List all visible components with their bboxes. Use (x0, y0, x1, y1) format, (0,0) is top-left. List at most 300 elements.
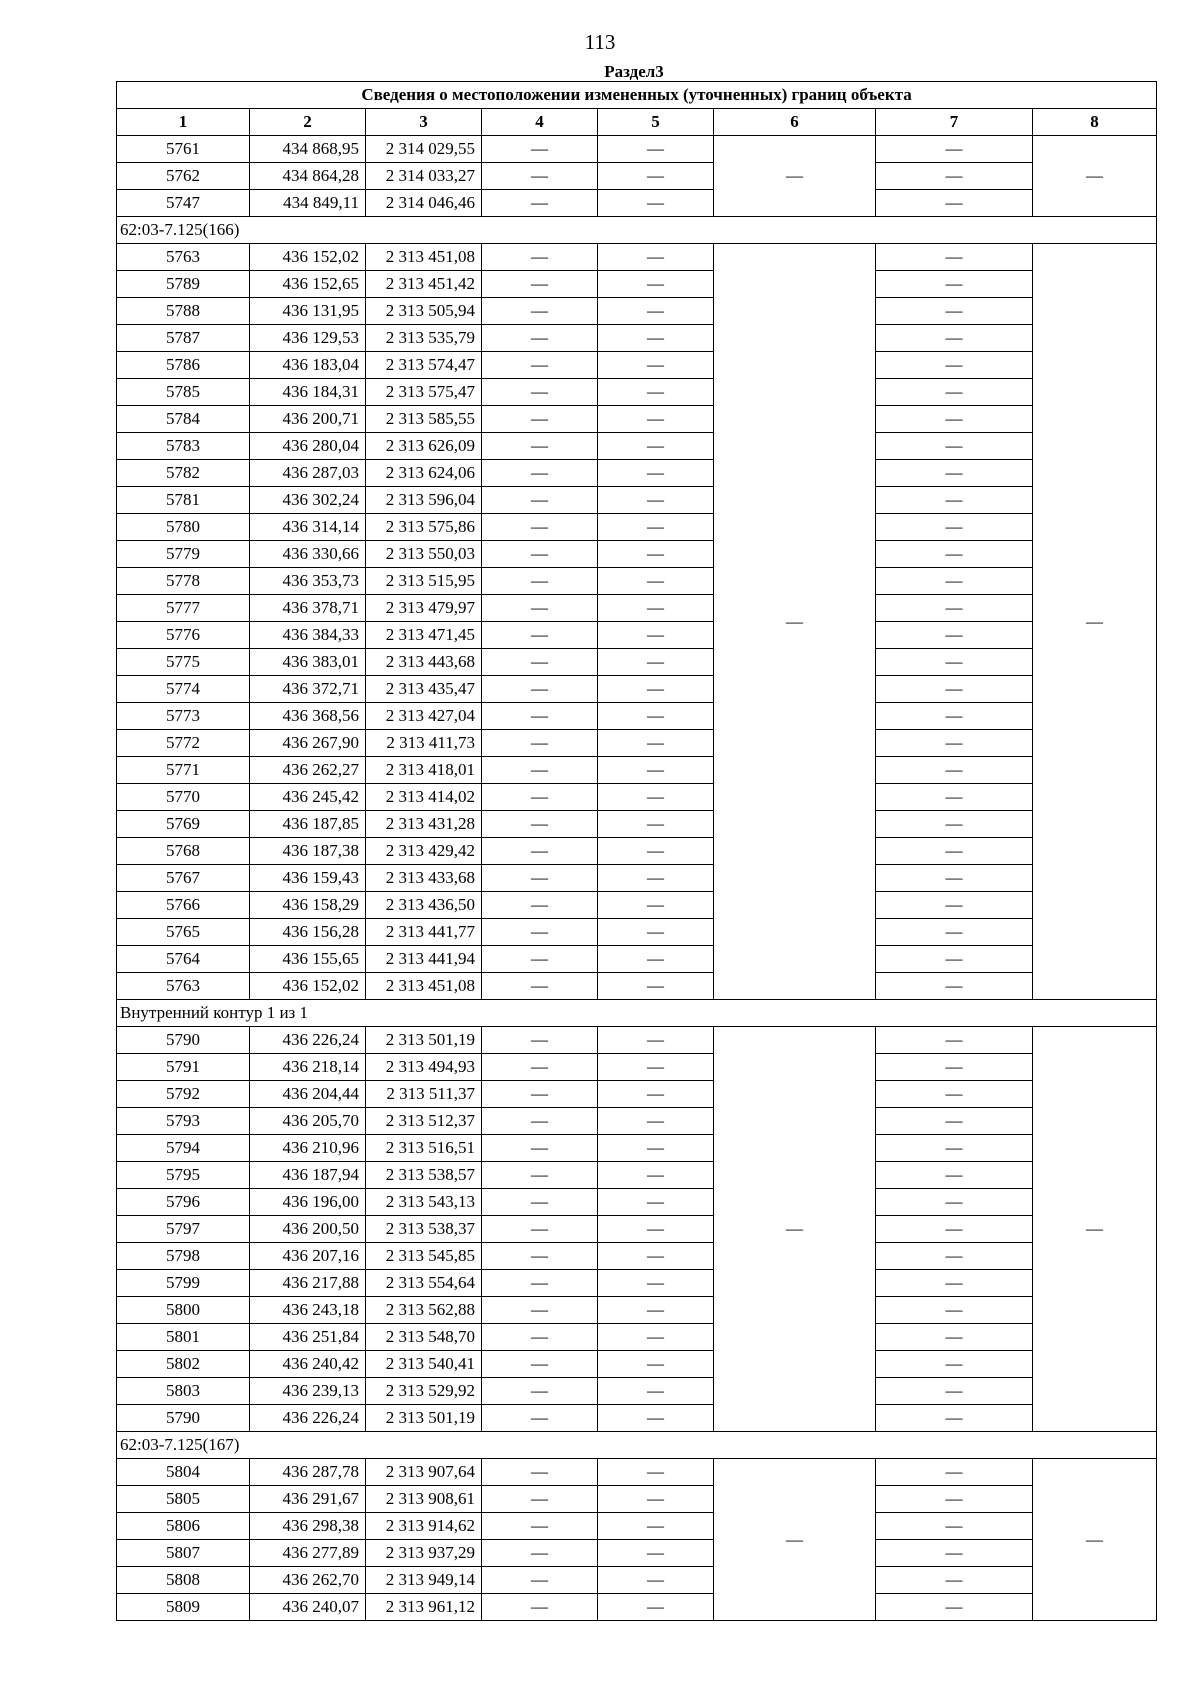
point-number-cell: 5771 (117, 757, 250, 784)
table-row (117, 1459, 1157, 1486)
col4-cell: — (482, 190, 598, 217)
column-number: 5 (598, 109, 714, 136)
table-row (117, 271, 1157, 298)
col5-cell: — (598, 1243, 714, 1270)
y-coordinate-cell: 2 313 574,47 (366, 352, 482, 379)
y-coordinate-cell: 2 313 585,55 (366, 406, 482, 433)
point-number-cell: 5783 (117, 433, 250, 460)
col4-cell: — (482, 1540, 598, 1567)
point-number-cell: 5777 (117, 595, 250, 622)
table-row (117, 622, 1157, 649)
col5-cell: — (598, 757, 714, 784)
col7-cell: — (876, 568, 1033, 595)
col5-cell: — (598, 1513, 714, 1540)
col5-cell: — (598, 190, 714, 217)
x-coordinate-cell: 436 372,71 (250, 676, 366, 703)
col7-cell: — (876, 1243, 1033, 1270)
y-coordinate-cell: 2 313 535,79 (366, 325, 482, 352)
col5-cell: — (598, 1351, 714, 1378)
point-number-cell: 5805 (117, 1486, 250, 1513)
col7-cell: — (876, 1108, 1033, 1135)
column-number: 3 (366, 109, 482, 136)
column-number: 6 (714, 109, 876, 136)
table-row (117, 433, 1157, 460)
col7-cell: — (876, 1162, 1033, 1189)
table-row (117, 1351, 1157, 1378)
col5-cell: — (598, 271, 714, 298)
table-row (117, 703, 1157, 730)
col4-cell: — (482, 838, 598, 865)
x-coordinate-cell: 436 218,14 (250, 1054, 366, 1081)
column-number: 2 (250, 109, 366, 136)
y-coordinate-cell: 2 313 908,61 (366, 1486, 482, 1513)
col7-cell: — (876, 244, 1033, 271)
col4-cell: — (482, 1189, 598, 1216)
table-row (117, 163, 1157, 190)
col5-cell: — (598, 946, 714, 973)
y-coordinate-cell: 2 314 033,27 (366, 163, 482, 190)
x-coordinate-cell: 436 240,42 (250, 1351, 366, 1378)
table-row (117, 568, 1157, 595)
x-coordinate-cell: 436 330,66 (250, 541, 366, 568)
y-coordinate-cell: 2 313 441,94 (366, 946, 482, 973)
point-number-cell: 5775 (117, 649, 250, 676)
point-number-cell: 5799 (117, 1270, 250, 1297)
x-coordinate-cell: 436 156,28 (250, 919, 366, 946)
col4-cell: — (482, 298, 598, 325)
table-row (117, 1513, 1157, 1540)
col4-cell: — (482, 514, 598, 541)
table-row (117, 892, 1157, 919)
col6-merged-cell: — (714, 136, 876, 217)
col4-cell: — (482, 892, 598, 919)
y-coordinate-cell: 2 313 441,77 (366, 919, 482, 946)
x-coordinate-cell: 436 217,88 (250, 1270, 366, 1297)
col4-cell: — (482, 1270, 598, 1297)
y-coordinate-cell: 2 313 543,13 (366, 1189, 482, 1216)
y-coordinate-cell: 2 313 511,37 (366, 1081, 482, 1108)
table-row (117, 865, 1157, 892)
point-number-cell: 5765 (117, 919, 250, 946)
col5-cell: — (598, 379, 714, 406)
col5-cell: — (598, 487, 714, 514)
point-number-cell: 5747 (117, 190, 250, 217)
point-number-cell: 5772 (117, 730, 250, 757)
col5-cell: — (598, 649, 714, 676)
table-row (117, 1567, 1157, 1594)
y-coordinate-cell: 2 313 435,47 (366, 676, 482, 703)
column-number: 7 (876, 109, 1033, 136)
point-number-cell: 5786 (117, 352, 250, 379)
col5-cell: — (598, 1108, 714, 1135)
table-row (117, 595, 1157, 622)
col7-cell: — (876, 1297, 1033, 1324)
y-coordinate-cell: 2 313 907,64 (366, 1459, 482, 1486)
col7-cell: — (876, 352, 1033, 379)
point-number-cell: 5764 (117, 946, 250, 973)
point-number-cell: 5794 (117, 1135, 250, 1162)
x-coordinate-cell: 436 200,50 (250, 1216, 366, 1243)
y-coordinate-cell: 2 313 596,04 (366, 487, 482, 514)
y-coordinate-cell: 2 313 414,02 (366, 784, 482, 811)
y-coordinate-cell: 2 313 949,14 (366, 1567, 482, 1594)
y-coordinate-cell: 2 313 451,08 (366, 973, 482, 1000)
col6-merged-cell: — (714, 1027, 876, 1432)
col4-cell: — (482, 244, 598, 271)
col7-cell: — (876, 163, 1033, 190)
point-number-cell: 5776 (117, 622, 250, 649)
col5-cell: — (598, 1486, 714, 1513)
x-coordinate-cell: 434 864,28 (250, 163, 366, 190)
x-coordinate-cell: 436 378,71 (250, 595, 366, 622)
point-number-cell: 5781 (117, 487, 250, 514)
table-row (117, 838, 1157, 865)
col5-cell: — (598, 1405, 714, 1432)
x-coordinate-cell: 436 210,96 (250, 1135, 366, 1162)
col8-merged-cell: — (1033, 244, 1157, 1000)
col5-cell: — (598, 1567, 714, 1594)
group-header-row (117, 217, 1157, 244)
col5-cell: — (598, 163, 714, 190)
col4-cell: — (482, 487, 598, 514)
col8-merged-cell: — (1033, 1027, 1157, 1432)
col7-cell: — (876, 1189, 1033, 1216)
table-row (117, 298, 1157, 325)
col5-cell: — (598, 865, 714, 892)
y-coordinate-cell: 2 313 433,68 (366, 865, 482, 892)
col4-cell: — (482, 1081, 598, 1108)
point-number-cell: 5790 (117, 1405, 250, 1432)
x-coordinate-cell: 436 280,04 (250, 433, 366, 460)
page-number: 113 (584, 30, 616, 54)
y-coordinate-cell: 2 313 494,93 (366, 1054, 482, 1081)
x-coordinate-cell: 436 187,85 (250, 811, 366, 838)
col7-cell: — (876, 271, 1033, 298)
column-number: 8 (1033, 109, 1157, 136)
x-coordinate-cell: 436 226,24 (250, 1405, 366, 1432)
col4-cell: — (482, 1054, 598, 1081)
table-row (117, 811, 1157, 838)
table-body (117, 136, 1157, 1621)
y-coordinate-cell: 2 313 626,09 (366, 433, 482, 460)
y-coordinate-cell: 2 313 471,45 (366, 622, 482, 649)
col7-cell: — (876, 730, 1033, 757)
col4-cell: — (482, 1162, 598, 1189)
col4-cell: — (482, 1378, 598, 1405)
y-coordinate-cell: 2 313 540,41 (366, 1351, 482, 1378)
col4-cell: — (482, 379, 598, 406)
x-coordinate-cell: 436 267,90 (250, 730, 366, 757)
table-row (117, 190, 1157, 217)
point-number-cell: 5809 (117, 1594, 250, 1621)
col5-cell: — (598, 1135, 714, 1162)
y-coordinate-cell: 2 314 046,46 (366, 190, 482, 217)
y-coordinate-cell: 2 313 451,42 (366, 271, 482, 298)
col5-cell: — (598, 919, 714, 946)
col7-cell: — (876, 1594, 1033, 1621)
col7-cell: — (876, 1540, 1033, 1567)
y-coordinate-cell: 2 313 575,47 (366, 379, 482, 406)
point-number-cell: 5762 (117, 163, 250, 190)
point-number-cell: 5795 (117, 1162, 250, 1189)
col5-cell: — (598, 541, 714, 568)
x-coordinate-cell: 436 262,27 (250, 757, 366, 784)
x-coordinate-cell: 436 287,03 (250, 460, 366, 487)
table-row (117, 946, 1157, 973)
point-number-cell: 5785 (117, 379, 250, 406)
col4-cell: — (482, 1027, 598, 1054)
point-number-cell: 5807 (117, 1540, 250, 1567)
col7-cell: — (876, 1405, 1033, 1432)
point-number-cell: 5782 (117, 460, 250, 487)
col6-merged-cell: — (714, 1459, 876, 1621)
col7-cell: — (876, 1351, 1033, 1378)
col5-cell: — (598, 784, 714, 811)
col5-cell: — (598, 811, 714, 838)
table-row (117, 730, 1157, 757)
col7-cell: — (876, 703, 1033, 730)
section-title: Раздел3 (604, 62, 664, 81)
x-coordinate-cell: 436 155,65 (250, 946, 366, 973)
table-row (117, 1270, 1157, 1297)
col7-cell: — (876, 892, 1033, 919)
x-coordinate-cell: 436 183,04 (250, 352, 366, 379)
col4-cell: — (482, 649, 598, 676)
table-row (117, 1297, 1157, 1324)
point-number-cell: 5784 (117, 406, 250, 433)
point-number-cell: 5768 (117, 838, 250, 865)
y-coordinate-cell: 2 313 505,94 (366, 298, 482, 325)
point-number-cell: 5773 (117, 703, 250, 730)
col7-cell: — (876, 136, 1033, 163)
col5-cell: — (598, 1027, 714, 1054)
col4-cell: — (482, 325, 598, 352)
col7-cell: — (876, 649, 1033, 676)
x-coordinate-cell: 436 240,07 (250, 1594, 366, 1621)
point-number-cell: 5793 (117, 1108, 250, 1135)
col7-cell: — (876, 595, 1033, 622)
table-row (117, 919, 1157, 946)
y-coordinate-cell: 2 313 443,68 (366, 649, 482, 676)
col4-cell: — (482, 541, 598, 568)
col4-cell: — (482, 1135, 598, 1162)
col4-cell: — (482, 163, 598, 190)
col4-cell: — (482, 1405, 598, 1432)
col4-cell: — (482, 1594, 598, 1621)
col4-cell: — (482, 136, 598, 163)
point-number-cell: 5806 (117, 1513, 250, 1540)
column-number: 1 (117, 109, 250, 136)
point-number-cell: 5767 (117, 865, 250, 892)
table-row (117, 649, 1157, 676)
table-row (117, 1405, 1157, 1432)
col4-cell: — (482, 1324, 598, 1351)
col4-cell: — (482, 973, 598, 1000)
col5-cell: — (598, 730, 714, 757)
point-number-cell: 5789 (117, 271, 250, 298)
col7-cell: — (876, 622, 1033, 649)
x-coordinate-cell: 436 277,89 (250, 1540, 366, 1567)
col4-cell: — (482, 622, 598, 649)
point-number-cell: 5766 (117, 892, 250, 919)
col5-cell: — (598, 703, 714, 730)
y-coordinate-cell: 2 313 501,19 (366, 1027, 482, 1054)
y-coordinate-cell: 2 313 548,70 (366, 1324, 482, 1351)
col5-cell: — (598, 1297, 714, 1324)
col7-cell: — (876, 811, 1033, 838)
x-coordinate-cell: 436 159,43 (250, 865, 366, 892)
x-coordinate-cell: 436 131,95 (250, 298, 366, 325)
table-row (117, 244, 1157, 271)
col7-cell: — (876, 676, 1033, 703)
table-row (117, 1189, 1157, 1216)
point-number-cell: 5763 (117, 244, 250, 271)
col7-cell: — (876, 433, 1033, 460)
col5-cell: — (598, 298, 714, 325)
x-coordinate-cell: 436 368,56 (250, 703, 366, 730)
table-row (117, 1027, 1157, 1054)
col5-cell: — (598, 325, 714, 352)
col7-cell: — (876, 325, 1033, 352)
point-number-cell: 5769 (117, 811, 250, 838)
x-coordinate-cell: 434 868,95 (250, 136, 366, 163)
group-header-row (117, 1000, 1157, 1027)
table-row (117, 1135, 1157, 1162)
y-coordinate-cell: 2 313 429,42 (366, 838, 482, 865)
table-row (117, 1162, 1157, 1189)
column-number-row (117, 109, 1157, 136)
col4-cell: — (482, 946, 598, 973)
col5-cell: — (598, 406, 714, 433)
table-row (117, 1486, 1157, 1513)
col7-cell: — (876, 1486, 1033, 1513)
x-coordinate-cell: 436 187,94 (250, 1162, 366, 1189)
y-coordinate-cell: 2 313 516,51 (366, 1135, 482, 1162)
table-row (117, 352, 1157, 379)
x-coordinate-cell: 436 287,78 (250, 1459, 366, 1486)
col4-cell: — (482, 919, 598, 946)
point-number-cell: 5796 (117, 1189, 250, 1216)
y-coordinate-cell: 2 313 538,57 (366, 1162, 482, 1189)
col7-cell: — (876, 1135, 1033, 1162)
x-coordinate-cell: 436 384,33 (250, 622, 366, 649)
col5-cell: — (598, 1081, 714, 1108)
col7-cell: — (876, 379, 1033, 406)
col4-cell: — (482, 676, 598, 703)
point-number-cell: 5801 (117, 1324, 250, 1351)
col4-cell: — (482, 865, 598, 892)
x-coordinate-cell: 436 200,71 (250, 406, 366, 433)
x-coordinate-cell: 436 314,14 (250, 514, 366, 541)
col5-cell: — (598, 244, 714, 271)
table-row (117, 541, 1157, 568)
col5-cell: — (598, 1189, 714, 1216)
col7-cell: — (876, 190, 1033, 217)
table-row (117, 1594, 1157, 1621)
x-coordinate-cell: 436 245,42 (250, 784, 366, 811)
point-number-cell: 5804 (117, 1459, 250, 1486)
col4-cell: — (482, 1486, 598, 1513)
col7-cell: — (876, 1216, 1033, 1243)
y-coordinate-cell: 2 313 937,29 (366, 1540, 482, 1567)
col4-cell: — (482, 784, 598, 811)
point-number-cell: 5770 (117, 784, 250, 811)
point-number-cell: 5798 (117, 1243, 250, 1270)
x-coordinate-cell: 436 184,31 (250, 379, 366, 406)
y-coordinate-cell: 2 313 562,88 (366, 1297, 482, 1324)
x-coordinate-cell: 436 298,38 (250, 1513, 366, 1540)
point-number-cell: 5774 (117, 676, 250, 703)
y-coordinate-cell: 2 313 545,85 (366, 1243, 482, 1270)
col5-cell: — (598, 1459, 714, 1486)
y-coordinate-cell: 2 313 411,73 (366, 730, 482, 757)
col5-cell: — (598, 838, 714, 865)
y-coordinate-cell: 2 313 554,64 (366, 1270, 482, 1297)
col7-cell: — (876, 784, 1033, 811)
col8-merged-cell: — (1033, 1459, 1157, 1621)
col7-cell: — (876, 919, 1033, 946)
y-coordinate-cell: 2 313 575,86 (366, 514, 482, 541)
table-row (117, 460, 1157, 487)
col5-cell: — (598, 1378, 714, 1405)
x-coordinate-cell: 436 262,70 (250, 1567, 366, 1594)
point-number-cell: 5797 (117, 1216, 250, 1243)
x-coordinate-cell: 436 251,84 (250, 1324, 366, 1351)
col4-cell: — (482, 352, 598, 379)
col7-cell: — (876, 1027, 1033, 1054)
y-coordinate-cell: 2 313 515,95 (366, 568, 482, 595)
x-coordinate-cell: 436 204,44 (250, 1081, 366, 1108)
col5-cell: — (598, 1540, 714, 1567)
col8-merged-cell: — (1033, 136, 1157, 217)
table-row (117, 757, 1157, 784)
table-row (117, 487, 1157, 514)
point-number-cell: 5763 (117, 973, 250, 1000)
col4-cell: — (482, 1459, 598, 1486)
col7-cell: — (876, 514, 1033, 541)
x-coordinate-cell: 436 205,70 (250, 1108, 366, 1135)
col4-cell: — (482, 1216, 598, 1243)
col5-cell: — (598, 973, 714, 1000)
col7-cell: — (876, 973, 1033, 1000)
point-number-cell: 5780 (117, 514, 250, 541)
x-coordinate-cell: 436 158,29 (250, 892, 366, 919)
col4-cell: — (482, 406, 598, 433)
col7-cell: — (876, 1513, 1033, 1540)
col5-cell: — (598, 595, 714, 622)
point-number-cell: 5800 (117, 1297, 250, 1324)
col4-cell: — (482, 730, 598, 757)
col5-cell: — (598, 1054, 714, 1081)
col5-cell: — (598, 1162, 714, 1189)
table-row (117, 1243, 1157, 1270)
x-coordinate-cell: 436 226,24 (250, 1027, 366, 1054)
col7-cell: — (876, 1378, 1033, 1405)
table-row (117, 514, 1157, 541)
col4-cell: — (482, 1513, 598, 1540)
col7-cell: — (876, 487, 1033, 514)
x-coordinate-cell: 436 187,38 (250, 838, 366, 865)
table-row (117, 1054, 1157, 1081)
col7-cell: — (876, 1324, 1033, 1351)
y-coordinate-cell: 2 314 029,55 (366, 136, 482, 163)
y-coordinate-cell: 2 313 624,06 (366, 460, 482, 487)
x-coordinate-cell: 436 152,65 (250, 271, 366, 298)
y-coordinate-cell: 2 313 529,92 (366, 1378, 482, 1405)
x-coordinate-cell: 436 353,73 (250, 568, 366, 595)
point-number-cell: 5778 (117, 568, 250, 595)
col5-cell: — (598, 568, 714, 595)
